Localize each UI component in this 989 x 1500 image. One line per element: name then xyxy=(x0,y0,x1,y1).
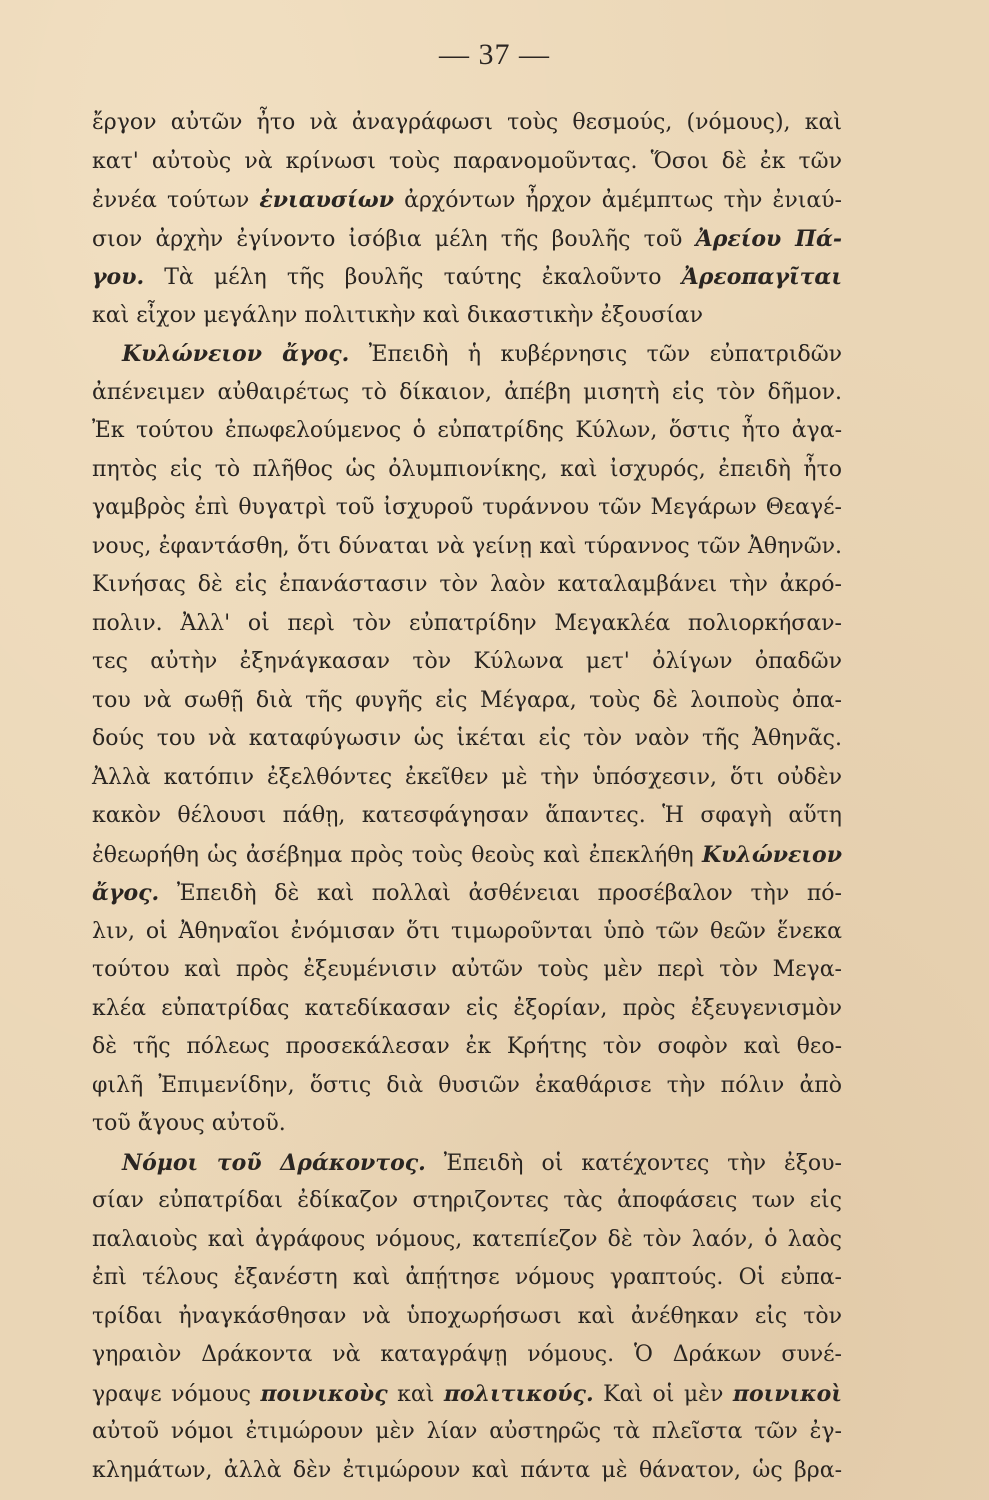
text-segment: ἀρχόντων ἦρχον ἀμέμπτως τὴν ἐνιαύ- xyxy=(393,188,842,213)
text-line xyxy=(92,874,842,913)
text-segment: Ἐκ τούτου ἐπωφελούμενος ὁ εὐπατρίδης Κύλων, ὅστις ἦτο ἀγα- xyxy=(92,418,842,443)
page-number: — 37 — xyxy=(439,38,550,71)
text-line xyxy=(92,913,842,952)
text-line xyxy=(92,258,842,297)
text-segment: πολιν. Ἀλλ' οἱ περὶ τὸν εὐπατρίδην Μεγακλέα πολιορκήσαν- xyxy=(92,610,842,636)
text-line xyxy=(92,451,842,490)
italic-term: Ἀρεοπαγῖται xyxy=(681,264,842,290)
text-line xyxy=(92,220,842,259)
text-line xyxy=(92,1413,842,1452)
text-segment: καὶ xyxy=(387,1381,444,1407)
text-segment: ἐπὶ τέλους ἐξανέστη καὶ ἀπῄτησε νόμους γραπτούς. Οἱ εὐπα- xyxy=(92,1265,842,1290)
text-segment: κακὸν θέλουσι πάθῃ, κατεσφάγησαν ἅπαντες. Ἡ σφαγὴ αὕτη xyxy=(92,803,842,828)
text-line xyxy=(92,566,842,605)
text-line xyxy=(92,374,842,413)
italic-term: Νόμοι τοῦ Δράκοντος. xyxy=(122,1149,426,1176)
text-line xyxy=(92,489,842,528)
italic-term: Κυλώνειον xyxy=(702,841,842,868)
text-line xyxy=(92,1105,842,1144)
text-line xyxy=(92,759,842,798)
text-segment: Καὶ οἱ μὲν xyxy=(593,1381,733,1407)
text-line xyxy=(92,682,842,721)
text-segment: καὶ εἶχον μεγάλην πολιτικὴν καὶ δικαστικὴν ἐξουσίαν xyxy=(92,302,703,328)
text-segment: του νὰ σωθῇ διὰ τῆς φυγῆς εἰς Μέγαρα, τοὺς δὲ λοιποὺς ὀπα- xyxy=(92,687,842,713)
italic-term: ἐνιαυσίων xyxy=(259,187,394,213)
text-segment: Ἀλλὰ κατόπιν ἐξελθόντες ἐκεῖθεν μὲ τὴν ὑπόσχεσιν, ὅτι οὐδὲν xyxy=(92,764,842,790)
text-line xyxy=(92,720,842,759)
text-segment: Ἐπειδὴ οἱ κατέχοντες τὴν ἐξου- xyxy=(425,1150,842,1176)
text-segment: ἀπένειμεν αὐθαιρέτως τὸ δίκαιον, ἀπέβη μισητὴ εἰς τὸν δῆμον. xyxy=(92,379,842,405)
text-segment: τοῦ ἄγους αὐτοῦ. xyxy=(92,1111,286,1136)
text-segment: παλαιοὺς καὶ ἀγράφους νόμους, κατεπίεζον δὲ τὸν λαόν, ὁ λαὸς xyxy=(92,1226,842,1252)
text-line xyxy=(92,990,842,1029)
text-segment: σιον ἀρχὴν ἐγίνοντο ἰσόβια μέλη τῆς βουλῆς τοῦ xyxy=(92,226,696,252)
italic-term: Κυλώνειον ἄγος. xyxy=(122,341,350,367)
text-segment: ἐθεωρήθη ὡς ἀσέβημα πρὸς τοὺς θεοὺς καὶ ἐπεκλήθη xyxy=(92,842,703,868)
text-segment: Ἐπειδὴ ἡ κυβέρνησις τῶν εὐπατριδῶν xyxy=(349,342,843,367)
text-line xyxy=(92,104,842,143)
text-line xyxy=(92,412,842,451)
text-line xyxy=(92,335,842,374)
text-segment: Ἐπειδὴ δὲ καὶ πολλαὶ ἀσθένειαι προσέβαλον τὴν πό- xyxy=(159,881,842,906)
italic-term: πολιτικούς. xyxy=(443,1380,594,1407)
text-line xyxy=(92,1067,842,1106)
text-segment: φιλῆ Ἐπιμενίδην, ὅστις διὰ θυσιῶν ἐκαθάρισε τὴν πόλιν ἀπὸ xyxy=(92,1072,842,1098)
text-segment: κατ' αὐτοὺς νὰ κρίνωσι τοὺς παρανομοῦντας. Ὅσοι δὲ ἐκ τῶν xyxy=(92,148,842,174)
text-line xyxy=(92,1375,842,1414)
text-line xyxy=(92,836,842,875)
text-segment: τούτου καὶ πρὸς ἐξευμένισιν αὐτῶν τοὺς μὲν περὶ τὸν Μεγα- xyxy=(92,957,842,982)
text-segment: δὲ τῆς πόλεως προσεκάλεσαν ἐκ Κρήτης τὸν σοφὸν καὶ θεο- xyxy=(92,1034,842,1059)
text-segment: αὐτοῦ νόμοι ἐτιμώρουν μὲν λίαν αὐστηρῶς τὰ πλεῖστα τῶν ἐγ- xyxy=(92,1419,842,1444)
text-line xyxy=(92,1144,842,1183)
text-segment: Κινήσας δὲ εἰς ἐπανάστασιν τὸν λαὸν καταλαμβάνει τὴν ἀκρό- xyxy=(92,572,842,597)
text-line xyxy=(92,1182,842,1221)
text-line xyxy=(92,181,842,220)
text-line xyxy=(92,1298,842,1337)
text-segment: γηραιὸν Δράκοντα νὰ καταγράψῃ νόμους. Ὁ Δράκων συνέ- xyxy=(92,1342,842,1367)
text-segment: Τὰ μέλη τῆς βουλῆς ταύτης ἐκαλοῦντο xyxy=(144,265,682,290)
text-segment: γαμβρὸς ἐπὶ θυγατρὶ τοῦ ἰσχυροῦ τυράννου τῶν Μεγάρων Θεαγέ- xyxy=(92,495,842,520)
text-line xyxy=(92,1259,842,1298)
text-segment: γραψε νόμους xyxy=(92,1381,261,1407)
text-line xyxy=(92,643,842,682)
text-line xyxy=(92,528,842,567)
text-line xyxy=(92,1221,842,1260)
text-line xyxy=(92,297,842,336)
text-segment: δούς του νὰ καταφύγωσιν ὡς ἱκέται εἰς τὸν ναὸν τῆς Ἀθηνᾶς. xyxy=(92,726,842,751)
text-segment: νους, ἐφαντάσθη, ὅτι δύναται νὰ γείνῃ καὶ τύραννος τῶν Ἀθηνῶν. xyxy=(92,533,842,559)
italic-term: Ἀρείου Πά- xyxy=(695,225,843,252)
text-line xyxy=(92,797,842,836)
text-line xyxy=(92,605,842,644)
text-segment: ἔργον αὐτῶν ἦτο νὰ ἀναγράφωσι τοὺς θεσμούς, (νόμους), καὶ xyxy=(92,110,842,135)
text-segment: τες αὐτὴν ἐξηνάγκασαν τὸν Κύλωνα μετ' ὀλίγων ὀπαδῶν xyxy=(92,649,842,674)
text-segment: κλέα εὐπατρίδας κατεδίκασαν εἰς ἐξορίαν, πρὸς ἐξευγενισμὸν xyxy=(92,995,842,1021)
text-line xyxy=(92,1336,842,1375)
text-line xyxy=(92,1028,842,1067)
italic-term: γου. xyxy=(92,264,145,290)
body-text xyxy=(92,104,842,1490)
text-segment: τρίδαι ἠναγκάσθησαν νὰ ὑποχωρήσωσι καὶ ἀνέθηκαν εἰς τὸν xyxy=(92,1303,842,1329)
italic-term: ποινικοὶ xyxy=(732,1380,842,1407)
text-line xyxy=(92,951,842,990)
italic-term: ποινικοὺς xyxy=(260,1380,388,1407)
text-segment: ἐννέα τούτων xyxy=(92,188,260,213)
text-line xyxy=(92,1452,842,1491)
text-segment: σίαν εὐπατρίδαι ἐδίκαζον στηριζοντες τὰς ἀποφάσεις των εἰς xyxy=(92,1188,842,1213)
text-line xyxy=(92,143,842,182)
text-segment: λιν, οἱ Ἀθηναῖοι ἐνόμισαν ὅτι τιμωροῦνται ὑπὸ τῶν θεῶν ἕνεκα xyxy=(92,918,842,944)
text-segment: πητὸς εἰς τὸ πλῆθος ὡς ὀλυμπιονίκης, καὶ ἰσχυρός, ἐπειδὴ ἦτο xyxy=(92,456,842,482)
text-segment: κλημάτων, ἀλλὰ δὲν ἐτιμώρουν καὶ πάντα μὲ θάνατον, ὡς βρα- xyxy=(92,1457,842,1483)
italic-term: ἄγος. xyxy=(92,880,160,906)
